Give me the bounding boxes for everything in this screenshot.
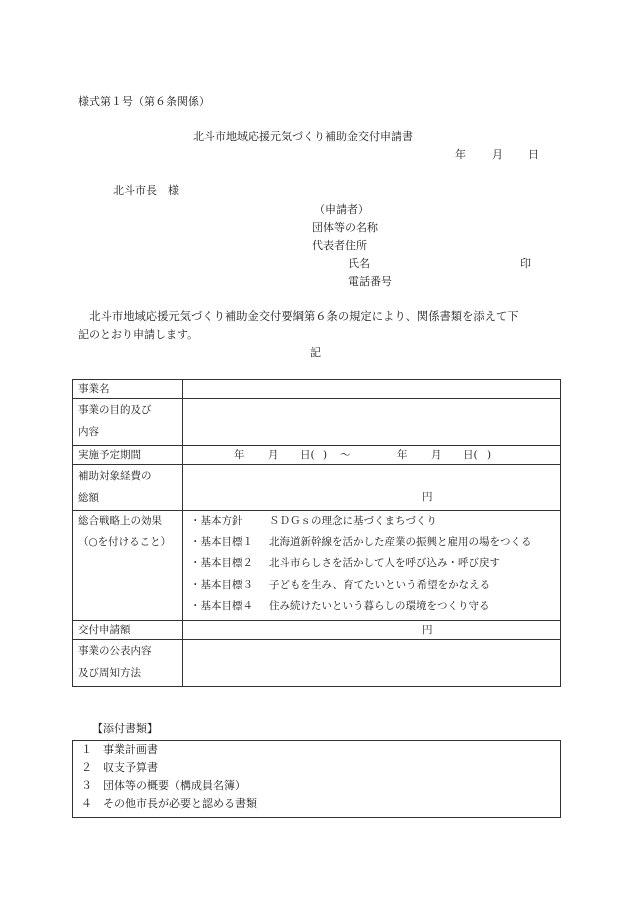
- attachment-item: ２ 収支予算書: [81, 761, 158, 774]
- effect-label-2: （○を付けること）: [78, 536, 172, 548]
- period-start-day: 日(: [300, 449, 315, 461]
- grant-field[interactable]: [184, 621, 559, 638]
- period-start-month: 月: [268, 449, 279, 461]
- attachments-box: [72, 740, 561, 818]
- project-name-label: 事業名: [78, 383, 110, 395]
- effect-text: 北斗市らしさを活かして人を呼び込み・呼び戻す: [269, 557, 500, 569]
- project-name-field[interactable]: [184, 380, 559, 397]
- date-year: 年: [455, 148, 466, 161]
- publicity-label-1: 事業の公表内容: [78, 645, 152, 657]
- period-start-paren: ): [323, 449, 328, 461]
- purpose-label-1: 事業の目的及び: [78, 404, 152, 416]
- effect-option[interactable]: [184, 554, 559, 575]
- period-tilde: ～: [340, 449, 351, 461]
- effect-key: ・基本方針: [190, 515, 243, 527]
- effect-text: ＳＤＧｓの理念に基づくまちづくり: [269, 515, 437, 527]
- effect-option[interactable]: [184, 576, 559, 597]
- effect-label-1: 総合戦略上の効果: [78, 515, 162, 527]
- period-start-year: 年: [234, 449, 245, 461]
- applicant-phone: 電話番号: [348, 275, 392, 288]
- period-label: 実施予定期間: [78, 449, 141, 461]
- applicant-label: （申請者）: [314, 203, 369, 216]
- effect-key: ・基本目標４: [190, 600, 253, 612]
- cost-field[interactable]: [184, 466, 559, 509]
- form-number: 様式第１号（第６条関係）: [78, 95, 210, 108]
- applicant-name: 氏名: [348, 257, 370, 270]
- publicity-label-2: 及び周知方法: [78, 667, 141, 679]
- applicant-org-name: 団体等の名称: [312, 221, 378, 234]
- purpose-field[interactable]: [184, 400, 559, 444]
- attachments-title: 【添付書類】: [92, 722, 158, 735]
- cost-unit: 円: [422, 491, 433, 503]
- attachment-item: ４ その他市長が必要と認める書類: [81, 797, 257, 810]
- effect-option[interactable]: [184, 512, 559, 533]
- grant-unit: 円: [422, 624, 433, 636]
- cost-label-1: 補助対象経費の: [78, 470, 152, 482]
- cost-label-2: 総額: [78, 492, 99, 504]
- period-end-day: 日(: [463, 449, 478, 461]
- grant-label: 交付申請額: [78, 624, 131, 636]
- applicant-seal: 印: [520, 257, 531, 270]
- effect-text: 子どもを生み、育てたいという希望をかなえる: [269, 579, 491, 591]
- intro-line-2: 記のとおり申請します。: [78, 328, 199, 341]
- addressee: 北斗市長 様: [113, 184, 179, 197]
- intro-line-1: 北斗市地域応援元気づくり補助金交付要綱第６条の規定により、関係書類を添えて下: [78, 310, 519, 323]
- attachment-item: ３ 団体等の概要（構成員名簿）: [81, 779, 246, 792]
- date-day: 日: [528, 148, 539, 161]
- applicant-rep-address: 代表者住所: [312, 239, 367, 252]
- effect-option[interactable]: [184, 597, 559, 618]
- effect-text: 住み続けたいという暮らしの環境をつくり守る: [269, 600, 490, 612]
- period-end-paren: ): [487, 449, 492, 461]
- ki-mark: 記: [310, 346, 321, 359]
- period-field[interactable]: [184, 446, 559, 463]
- effect-key: ・基本目標２: [190, 557, 253, 569]
- attachment-item: １ 事業計画書: [81, 743, 158, 756]
- effect-key: ・基本目標３: [190, 579, 253, 591]
- effect-text: 北海道新幹線を活かした産業の振興と雇用の場をつくる: [269, 536, 532, 548]
- period-end-year: 年: [397, 449, 408, 461]
- publicity-field[interactable]: [184, 641, 559, 686]
- document-title: 北斗市地域応援元気づくり補助金交付申請書: [193, 130, 413, 143]
- effect-option[interactable]: [184, 533, 559, 554]
- effect-key: ・基本目標１: [190, 536, 253, 548]
- purpose-label-2: 内容: [78, 426, 99, 438]
- date-month: 月: [492, 148, 503, 161]
- period-end-month: 月: [431, 449, 442, 461]
